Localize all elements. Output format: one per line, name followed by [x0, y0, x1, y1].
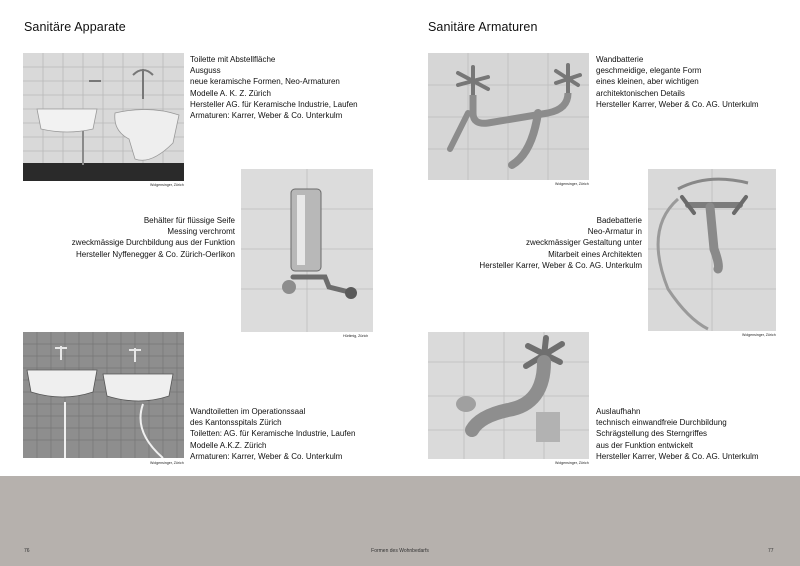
caption-line: Hersteller Nyffenegger & Co. Zürich-Oerlikon [75, 249, 235, 259]
right-page-heading: Sanitäre Armaturen [428, 20, 538, 34]
caption-line: Auslaufhahn [596, 407, 641, 416]
caption-soap-dispenser [72, 215, 235, 260]
caption-line: Toilette mit Abstellfläche [190, 55, 276, 64]
caption-line: Hersteller Karrer, Weber & Co. AG. Unterkulm [596, 451, 759, 461]
caption-line: Modelle A. K. Z. Zürich [190, 88, 271, 98]
left-page-heading: Sanitäre Apparate [24, 20, 126, 34]
caption-line: Armaturen: Karrer, Weber & Co. Unterkulm [190, 110, 343, 120]
right-page-number: 77 [768, 548, 774, 554]
caption-bath-mixer [479, 215, 642, 271]
caption-line: Mitarbeit eines Architekten [548, 249, 642, 259]
photo-credit: Wolgensinger, Zürich [742, 333, 776, 337]
photo-credit: Wolgensinger, Zürich [555, 182, 589, 186]
photo-credit: Wolgensinger, Zürich [150, 183, 184, 187]
caption-line: Neo-Armatur in [587, 227, 642, 237]
photo-soap-dispenser [241, 169, 373, 332]
caption-line: aus der Funktion entwickelt [596, 440, 693, 450]
caption-line: Schrägstellung des Sterngriffes [596, 429, 708, 439]
caption-line: Messing verchromt [167, 227, 235, 237]
photo-credit: Hürlimig, Zürich [343, 334, 369, 338]
caption-line: Hersteller AG. für Keramische Industrie, Laufen [190, 99, 358, 109]
caption-line: Modelle A.K.Z. Zürich [190, 440, 267, 450]
caption-line: Wandtoiletten im Operationssaal [190, 407, 306, 416]
caption-line: Hersteller Karrer, Weber & Co. AG. Unterkulm [596, 99, 759, 109]
caption-operating-room [190, 406, 355, 462]
caption-line: technisch einwandfreie Durchbildung [596, 418, 727, 428]
caption-line: Badebatterie [596, 216, 642, 225]
caption-toilet [190, 54, 358, 121]
caption-line: Behälter für flüssige Seife [143, 216, 235, 225]
caption-line: eines kleinen, aber wichtigen [596, 77, 699, 87]
caption-line: Wandbatterie [596, 55, 644, 64]
left-page-number: 76 [24, 548, 30, 554]
caption-line: des Kantonsspitals Zürich [190, 418, 282, 428]
running-title: Formen des Wohnbedarfs [371, 548, 429, 554]
caption-line: neue keramische Formen, Neo-Armaturen [190, 77, 340, 87]
photo-outlet-tap [428, 332, 589, 459]
caption-line: Toiletten: AG. für Keramische Industrie, Laufen [190, 429, 356, 439]
photo-wall-mixer [428, 53, 589, 180]
photo-credit: Wolgensinger, Zürich [150, 461, 184, 465]
photo-toilet-with-shelf [23, 53, 184, 181]
photo-operating-room-washbasins [23, 332, 184, 458]
caption-line: geschmeidige, elegante Form [596, 66, 702, 76]
caption-line: Armaturen: Karrer, Weber & Co. Unterkulm [190, 451, 343, 461]
caption-line: Hersteller Karrer, Weber & Co. AG. Unterkulm [479, 260, 642, 270]
photo-credit: Wolgensinger, Zürich [555, 461, 589, 465]
caption-outlet-tap [596, 406, 759, 462]
caption-line: zweckmässiger Gestaltung unter [525, 238, 642, 248]
photo-bath-mixer [648, 169, 776, 331]
caption-line: Ausguss [190, 66, 221, 76]
caption-line: architektonischen Details [596, 88, 685, 98]
caption-line: zweckmässige Durchbildung aus der Funktion [71, 238, 235, 248]
caption-wall-mixer [596, 54, 759, 110]
